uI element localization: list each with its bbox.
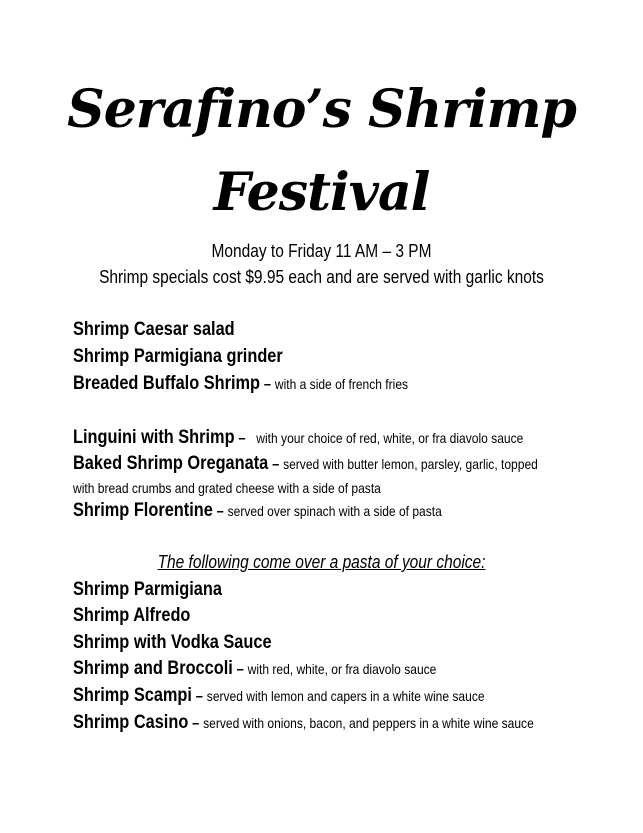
menu-item-shrimp-parmigiana-grinder [73, 345, 283, 370]
menu-item-description: served with onions, bacon, and peppers in a white wine sauce [203, 715, 534, 731]
menu-item-name: Shrimp Casino [73, 712, 189, 733]
separator-dash: – [263, 376, 272, 393]
pricing-text: Shrimp specials cost $9.95 each and are served with garlic knots [99, 267, 544, 287]
menu-item-name: Shrimp Florentine [73, 500, 213, 521]
menu-item-name: Shrimp Scampi [73, 685, 192, 706]
menu-item-linguini-with-shrimp [73, 426, 523, 451]
menu-item-shrimp-casino [73, 711, 534, 736]
menu-item-description: with bread crumbs and grated cheese with a side of pasta [73, 480, 381, 496]
page-title-line-2: Festival [213, 162, 430, 223]
menu-item-name: Shrimp Alfredo [73, 605, 191, 626]
separator-dash: – [216, 503, 224, 520]
page-title-line-1: Serafino’s Shrimp [67, 79, 576, 140]
hours-text: Monday to Friday 11 AM – 3 PM [211, 241, 432, 261]
menu-item-description-continued [73, 476, 381, 501]
menu-item-name: Shrimp with Vodka Sauce [73, 632, 272, 653]
menu-item-baked-shrimp-oreganata [73, 452, 538, 477]
menu-item-description: with red, white, or fra diavolo sauce [247, 661, 437, 677]
separator-dash: – [236, 661, 244, 678]
menu-item-shrimp-caesar-salad [73, 318, 235, 343]
menu-item-name: Baked Shrimp Oreganata [73, 453, 269, 474]
menu-item-shrimp-scampi [73, 684, 485, 709]
menu-item-name: Linguini with Shrimp [73, 427, 235, 448]
menu-item-description: served over spinach with a side of pasta [227, 503, 442, 519]
menu-item-breaded-buffalo-shrimp [73, 372, 408, 397]
separator-dash: – [192, 715, 200, 732]
separator-dash: – [195, 688, 203, 705]
menu-item-description: served with butter lemon, parsley, garlic, topped [283, 456, 538, 472]
menu-item-name: Shrimp and Broccoli [73, 658, 233, 679]
menu-item-name: Shrimp Parmigiana grinder [73, 346, 283, 367]
menu-item-shrimp-florentine [73, 499, 442, 524]
separator-dash: – [272, 456, 280, 473]
pasta-section-heading: The following come over a pasta of your choice: [157, 552, 486, 572]
menu-item-shrimp-and-broccoli [73, 657, 436, 682]
menu-item-shrimp-parmigiana [73, 578, 222, 603]
menu-item-description: with a side of french fries [274, 376, 409, 392]
menu-item-shrimp-alfredo [73, 604, 190, 629]
menu-item-shrimp-with-vodka-sauce [73, 631, 272, 656]
menu-item-description: with your choice of red, white, or fra diavolo sauce [256, 430, 524, 446]
menu-item-description: served with lemon and capers in a white wine sauce [206, 688, 485, 704]
separator-dash: – [238, 430, 246, 447]
menu-item-name: Breaded Buffalo Shrimp [73, 373, 261, 394]
menu-item-name: Shrimp Parmigiana [73, 579, 222, 600]
menu-item-name: Shrimp Caesar salad [73, 319, 235, 340]
